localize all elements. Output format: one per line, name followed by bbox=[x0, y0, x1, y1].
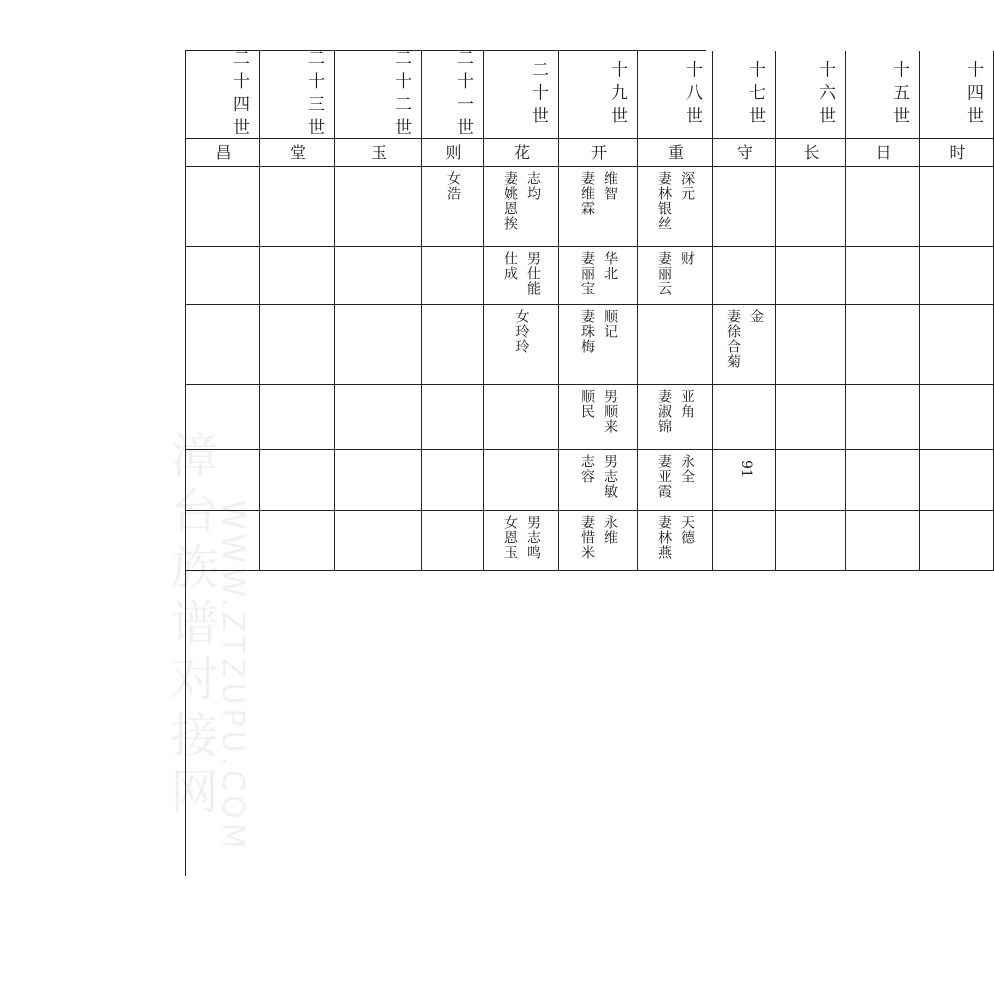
member-entry-cell bbox=[713, 247, 776, 305]
member-entry-cell bbox=[776, 385, 846, 450]
generation-label: 十四世 bbox=[963, 60, 983, 129]
member-entry-cell bbox=[920, 247, 994, 305]
member-entry-cell bbox=[638, 450, 713, 511]
member-entry-cell bbox=[422, 385, 484, 450]
generation-label: 二十四世 bbox=[229, 48, 249, 141]
generation-character: 守 bbox=[734, 144, 754, 161]
member-entry-text: 女浩 bbox=[445, 171, 461, 201]
member-entry-cell bbox=[920, 450, 994, 511]
generation-character: 昌 bbox=[213, 144, 232, 161]
member-entry-cell bbox=[484, 385, 559, 450]
generation-character: 日 bbox=[873, 144, 892, 161]
generation-character: 长 bbox=[801, 144, 820, 161]
member-entry-cell bbox=[776, 305, 846, 385]
generation-label-cell bbox=[920, 51, 994, 139]
generation-label: 十七世 bbox=[745, 60, 765, 129]
member-entry-text: 男志敏 bbox=[602, 454, 618, 499]
generation-label-cell bbox=[422, 48, 484, 141]
member-entry-cell bbox=[484, 511, 559, 571]
generation-character-cell bbox=[186, 139, 260, 167]
member-entry-text: 女玲玲 bbox=[513, 309, 530, 354]
member-entry-cell bbox=[422, 247, 484, 305]
member-entry-cell bbox=[776, 167, 846, 247]
member-entry-cell bbox=[422, 511, 484, 571]
member-entry-cell bbox=[713, 511, 776, 571]
generation-character: 花 bbox=[511, 144, 531, 161]
member-entry-text: 亚角 bbox=[679, 389, 695, 419]
member-entry-text: 男顺来 bbox=[602, 389, 618, 434]
member-entry-cell bbox=[846, 305, 920, 385]
generation-label-cell bbox=[484, 51, 559, 139]
member-entry-cell bbox=[846, 450, 920, 511]
generation-label: 十六世 bbox=[815, 60, 835, 129]
member-entry-text: 维智 bbox=[602, 171, 618, 201]
member-entry-cell bbox=[484, 167, 559, 247]
member-entry-cell bbox=[422, 450, 484, 511]
member-entry-cell bbox=[559, 385, 638, 450]
member-entry-text: 财 bbox=[679, 251, 695, 266]
member-entry-cell bbox=[335, 385, 422, 450]
generation-character-cell bbox=[422, 139, 484, 167]
member-entry-text: 妻徐合菊 bbox=[725, 309, 741, 369]
member-entry-cell bbox=[186, 305, 260, 385]
member-entry-cell bbox=[846, 247, 920, 305]
generation-label-cell bbox=[335, 48, 422, 141]
member-entry-cell bbox=[484, 247, 559, 305]
member-entry-text: 志容 bbox=[579, 454, 595, 484]
member-entry-cell bbox=[559, 305, 638, 385]
member-entry-text: 妻惜米 bbox=[579, 515, 595, 560]
generation-label-cell bbox=[713, 51, 776, 139]
member-entry-cell bbox=[638, 511, 713, 571]
member-entry-text: 妻林银丝 bbox=[656, 171, 672, 231]
member-entry-cell bbox=[260, 247, 335, 305]
member-entry-cell bbox=[559, 247, 638, 305]
generation-label-cell bbox=[260, 48, 335, 141]
member-entry-cell bbox=[422, 305, 484, 385]
member-entry-cell bbox=[335, 305, 422, 385]
member-entry-text: 妻丽云 bbox=[656, 251, 672, 296]
member-entry-cell bbox=[260, 385, 335, 450]
member-entry-cell bbox=[186, 450, 260, 511]
member-entry-text: 女恩玉 bbox=[502, 515, 518, 560]
generation-label-cell bbox=[776, 51, 846, 139]
member-entry-cell bbox=[186, 385, 260, 450]
member-entry-text: 妻丽宝 bbox=[579, 251, 595, 296]
generation-character-cell bbox=[713, 139, 776, 167]
generation-label: 二十世 bbox=[528, 60, 548, 129]
member-entry-cell bbox=[846, 511, 920, 571]
member-entry-cell bbox=[638, 247, 713, 305]
watermark: 漳台族谱对接网 bbox=[162, 430, 218, 822]
member-entry-text: 志均 bbox=[525, 171, 541, 201]
member-entry-cell bbox=[776, 450, 846, 511]
generation-character-cell bbox=[776, 139, 846, 167]
watermark-url: WWW.ZTZUPU.COM bbox=[215, 500, 250, 853]
member-entry-text: 顺记 bbox=[602, 309, 618, 339]
member-entry-cell bbox=[260, 167, 335, 247]
member-entry-text: 男志鸣 bbox=[525, 515, 541, 560]
member-entry-cell bbox=[484, 450, 559, 511]
member-entry-text: 金 bbox=[748, 309, 764, 324]
member-entry-cell bbox=[846, 385, 920, 450]
member-entry-cell bbox=[260, 511, 335, 571]
generation-label-cell bbox=[559, 51, 638, 139]
generation-label: 十五世 bbox=[889, 60, 909, 129]
member-entry-text: 妻姚恩挨 bbox=[502, 171, 518, 231]
generation-label-cell bbox=[638, 51, 713, 139]
generation-label: 二十二世 bbox=[391, 48, 411, 141]
page-number: 91 bbox=[738, 460, 754, 478]
member-entry-text: 妻淑锦 bbox=[656, 389, 672, 434]
member-entry-text: 深元 bbox=[679, 171, 695, 201]
member-entry-text: 永维 bbox=[602, 515, 618, 545]
member-entry-text: 男仕能 bbox=[525, 251, 541, 296]
member-entry-text: 华北 bbox=[602, 251, 618, 281]
generation-label-cell bbox=[186, 48, 260, 141]
member-entry-cell bbox=[186, 247, 260, 305]
member-entry-cell bbox=[638, 167, 713, 247]
member-entry-cell bbox=[713, 167, 776, 247]
member-entry-cell bbox=[776, 247, 846, 305]
member-entry-cell bbox=[335, 247, 422, 305]
generation-character: 开 bbox=[588, 144, 608, 161]
member-entry-text: 妻林燕 bbox=[656, 515, 672, 560]
member-entry-cell bbox=[920, 167, 994, 247]
member-entry-text: 妻珠梅 bbox=[579, 309, 595, 354]
generation-label: 二十一世 bbox=[453, 48, 473, 141]
member-entry-cell bbox=[920, 305, 994, 385]
member-entry-cell bbox=[920, 511, 994, 571]
member-entry-cell bbox=[335, 450, 422, 511]
member-entry-text: 顺民 bbox=[579, 389, 595, 419]
member-entry-cell bbox=[186, 511, 260, 571]
generation-character: 玉 bbox=[368, 144, 388, 161]
generation-character-cell bbox=[559, 139, 638, 167]
member-entry-cell bbox=[422, 167, 484, 247]
member-entry-text: 天德 bbox=[679, 515, 695, 545]
generation-character-cell bbox=[260, 139, 335, 167]
member-entry-text: 仕成 bbox=[502, 251, 518, 281]
member-entry-cell bbox=[260, 305, 335, 385]
member-entry-cell bbox=[335, 167, 422, 247]
member-entry-text: 妻亚霞 bbox=[656, 454, 672, 499]
generation-character-cell bbox=[846, 139, 920, 167]
member-entry-cell bbox=[559, 167, 638, 247]
member-entry-cell bbox=[920, 385, 994, 450]
generation-character-cell bbox=[335, 139, 422, 167]
member-entry-cell bbox=[260, 450, 335, 511]
generation-character: 堂 bbox=[287, 144, 307, 161]
member-entry-cell bbox=[776, 511, 846, 571]
generation-character-cell bbox=[638, 139, 713, 167]
generation-character: 时 bbox=[947, 144, 966, 161]
member-entry-text: 妻维霖 bbox=[579, 171, 595, 216]
generation-character-cell bbox=[920, 139, 994, 167]
member-entry-cell bbox=[638, 385, 713, 450]
member-entry-cell bbox=[638, 305, 713, 385]
member-entry-cell bbox=[559, 511, 638, 571]
generation-label-cell bbox=[846, 51, 920, 139]
member-entry-text: 永全 bbox=[679, 454, 695, 484]
member-entry-cell bbox=[484, 305, 559, 385]
generation-character: 重 bbox=[665, 144, 685, 161]
member-entry-cell bbox=[713, 385, 776, 450]
generation-character-cell bbox=[484, 139, 559, 167]
member-entry-cell bbox=[559, 450, 638, 511]
generation-label: 十八世 bbox=[682, 60, 702, 129]
generation-label: 十九世 bbox=[607, 60, 627, 129]
member-entry-cell bbox=[335, 511, 422, 571]
member-entry-cell bbox=[186, 167, 260, 247]
generation-character: 则 bbox=[443, 144, 462, 161]
generation-label: 二十三世 bbox=[304, 48, 324, 141]
member-entry-cell bbox=[846, 167, 920, 247]
member-entry-cell bbox=[713, 305, 776, 385]
